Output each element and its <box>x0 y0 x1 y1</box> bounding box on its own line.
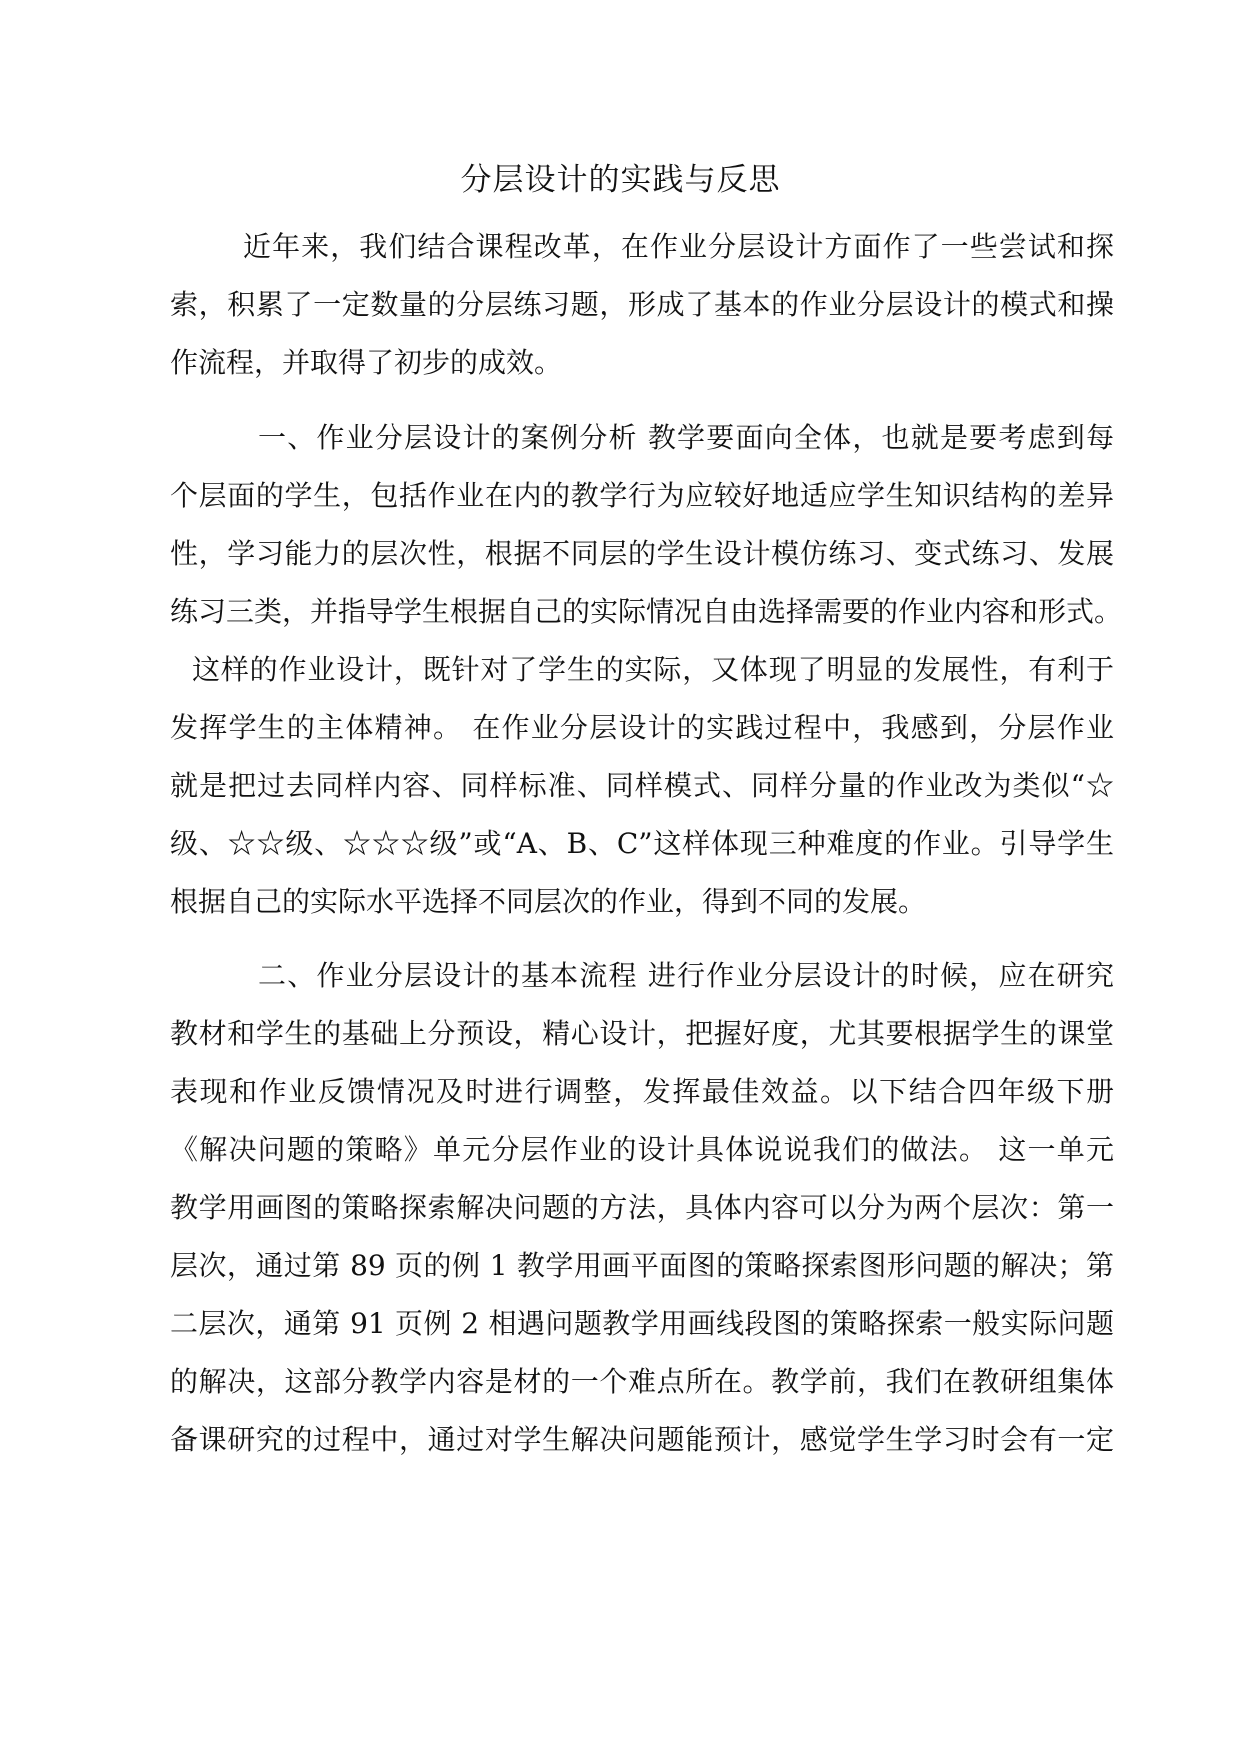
paragraph-line: 的解决，这部分教学内容是材的一个难点所在。教学前，我们在教研组集体 <box>170 1365 1114 1398</box>
paragraph-line: 索，积累了一定数量的分层练习题，形成了基本的作业分层设计的模式和操 <box>170 288 1114 321</box>
document-title: 分层设计的实践与反思 <box>460 162 781 198</box>
paragraph-line: 层次，通过第 89 页的例 1 教学用画平面图的策略探索图形问题的解决；第 <box>170 1249 1114 1282</box>
paragraph-line: 教材和学生的基础上分预设，精心设计，把握好度，尤其要根据学生的课堂 <box>170 1017 1114 1050</box>
paragraph-line: 级、☆☆级、☆☆☆级”或“A、B、C”这样体现三种难度的作业。引导学生 <box>170 827 1114 860</box>
paragraph-line: 教学用画图的策略探索解决问题的方法，具体内容可以分为两个层次：第一 <box>170 1191 1114 1224</box>
paragraph-line: 备课研究的过程中，通过对学生解决问题能预计，感觉学生学习时会有一定 <box>170 1423 1114 1456</box>
paragraph-line: 性，学习能力的层次性，根据不同层的学生设计模仿练习、变式练习、发展 <box>170 537 1114 570</box>
paragraph-line: 一、作业分层设计的案例分析 教学要面向全体，也就是要考虑到每 <box>258 421 1114 454</box>
paragraph-line: 练习三类，并指导学生根据自己的实际情况自由选择需要的作业内容和形式。 <box>170 595 1123 628</box>
paragraph-line: 表现和作业反馈情况及时进行调整，发挥最佳效益。以下结合四年级下册 <box>170 1075 1114 1108</box>
paragraph-line: 发挥学生的主体精神。 在作业分层设计的实践过程中，我感到，分层作业 <box>170 711 1114 744</box>
paragraph-line: 二层次，通第 91 页例 2 相遇问题教学用画线段图的策略探索一般实际问题 <box>170 1307 1114 1340</box>
paragraph-line: 根据自己的实际水平选择不同层次的作业，得到不同的发展。 <box>170 885 927 918</box>
paragraph-line: 这样的作业设计，既针对了学生的实际，又体现了明显的发展性，有利于 <box>192 653 1114 686</box>
paragraph-line: 《解决问题的策略》单元分层作业的设计具体说说我们的做法。 这一单元 <box>170 1133 1114 1166</box>
paragraph-line: 个层面的学生，包括作业在内的教学行为应较好地适应学生知识结构的差异 <box>170 479 1114 512</box>
paragraph-line: 就是把过去同样内容、同样标准、同样模式、同样分量的作业改为类似“☆ <box>170 769 1114 802</box>
paragraph-line: 作流程，并取得了初步的成效。 <box>170 346 563 379</box>
paragraph-line: 近年来，我们结合课程改革，在作业分层设计方面作了一些尝试和探 <box>243 230 1114 263</box>
paragraph-line: 二、作业分层设计的基本流程 进行作业分层设计的时候，应在研究 <box>258 959 1114 992</box>
